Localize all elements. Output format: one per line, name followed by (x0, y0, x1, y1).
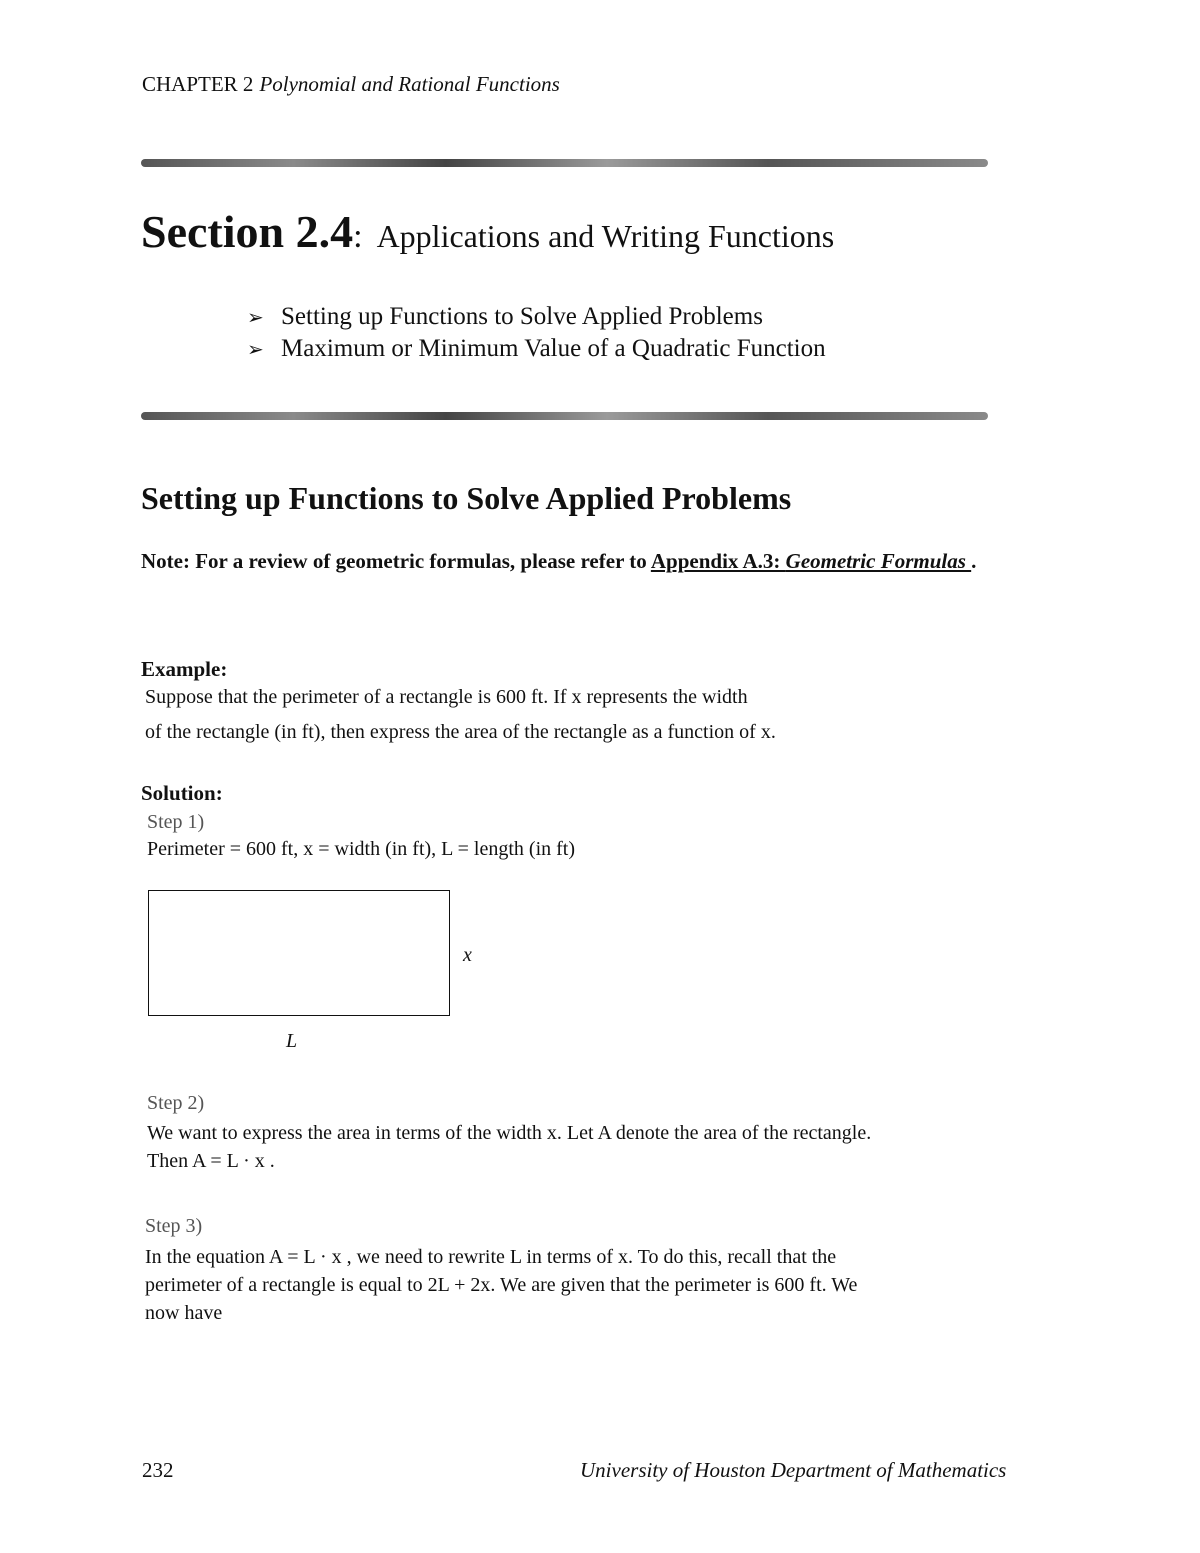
rectangle-diagram (148, 890, 450, 1016)
topic-list (247, 301, 826, 365)
step-2-line-1: We want to express the area in terms of the width x. Let A denote the area of the rectangle. (147, 1122, 872, 1144)
topic-item (247, 333, 826, 365)
step-1-text: Perimeter = 600 ft, x = width (in ft), L = length (in ft) (147, 838, 576, 860)
step-2-label: Step 2) (147, 1092, 205, 1114)
note-suffix: . (971, 549, 977, 573)
step-2-text (147, 1119, 871, 1175)
review-note (141, 548, 1001, 575)
decorative-rule-top (141, 159, 988, 167)
topic-item (247, 301, 826, 333)
example-label: Example: (141, 657, 228, 681)
note-prefix: Note: For a review of geometric formulas, please refer to (141, 549, 651, 573)
section-name: Applications and Writing Functions (376, 218, 835, 254)
arrow-bullet-icon: ➢ (247, 337, 264, 361)
step-3-line-3: now have (145, 1302, 223, 1324)
footer-institution: University of Houston Department of Mathematics (580, 1458, 1007, 1482)
section-number: Section 2.4 (141, 206, 354, 257)
appendix-link-italic: Geometric Formulas (785, 549, 972, 573)
step-3-label: Step 3) (145, 1215, 203, 1237)
rectangle-width-label: x (463, 944, 472, 966)
section-title (141, 205, 834, 258)
arrow-bullet-icon: ➢ (247, 305, 264, 329)
decorative-rule-bottom (141, 412, 988, 420)
chapter-label: CHAPTER 2 (142, 72, 254, 96)
step-3-line-2: perimeter of a rectangle is equal to 2L + 2x. We are given that the perimeter is 600 ft. We (145, 1274, 858, 1296)
step-2-line-2: Then A = L · x . (147, 1150, 275, 1172)
step-3-line-1: In the equation A = L · x , we need to rewrite L in terms of x. To do this, recall that the (145, 1246, 837, 1268)
chapter-header (142, 72, 560, 97)
appendix-link[interactable] (651, 549, 971, 573)
step-1-label: Step 1) (147, 811, 205, 833)
subsection-heading: Setting up Functions to Solve Applied Problems (141, 480, 792, 516)
step-3-text (145, 1243, 857, 1327)
section-colon: : (353, 218, 363, 255)
topic-text: Maximum or Minimum Value of a Quadratic Function (281, 335, 826, 362)
page-number: 232 (142, 1458, 174, 1482)
solution-label: Solution: (141, 781, 223, 805)
appendix-link-text: Appendix A.3: (650, 549, 786, 573)
example-line-2: of the rectangle (in ft), then express the area of the rectangle as a function of x. (145, 721, 776, 743)
example-line-1: Suppose that the perimeter of a rectangle is 600 ft. If x represents the width (145, 686, 748, 708)
topic-text: Setting up Functions to Solve Applied Problems (281, 303, 763, 330)
rectangle-length-label: L (286, 1030, 298, 1052)
chapter-title: Polynomial and Rational Functions (259, 72, 560, 96)
